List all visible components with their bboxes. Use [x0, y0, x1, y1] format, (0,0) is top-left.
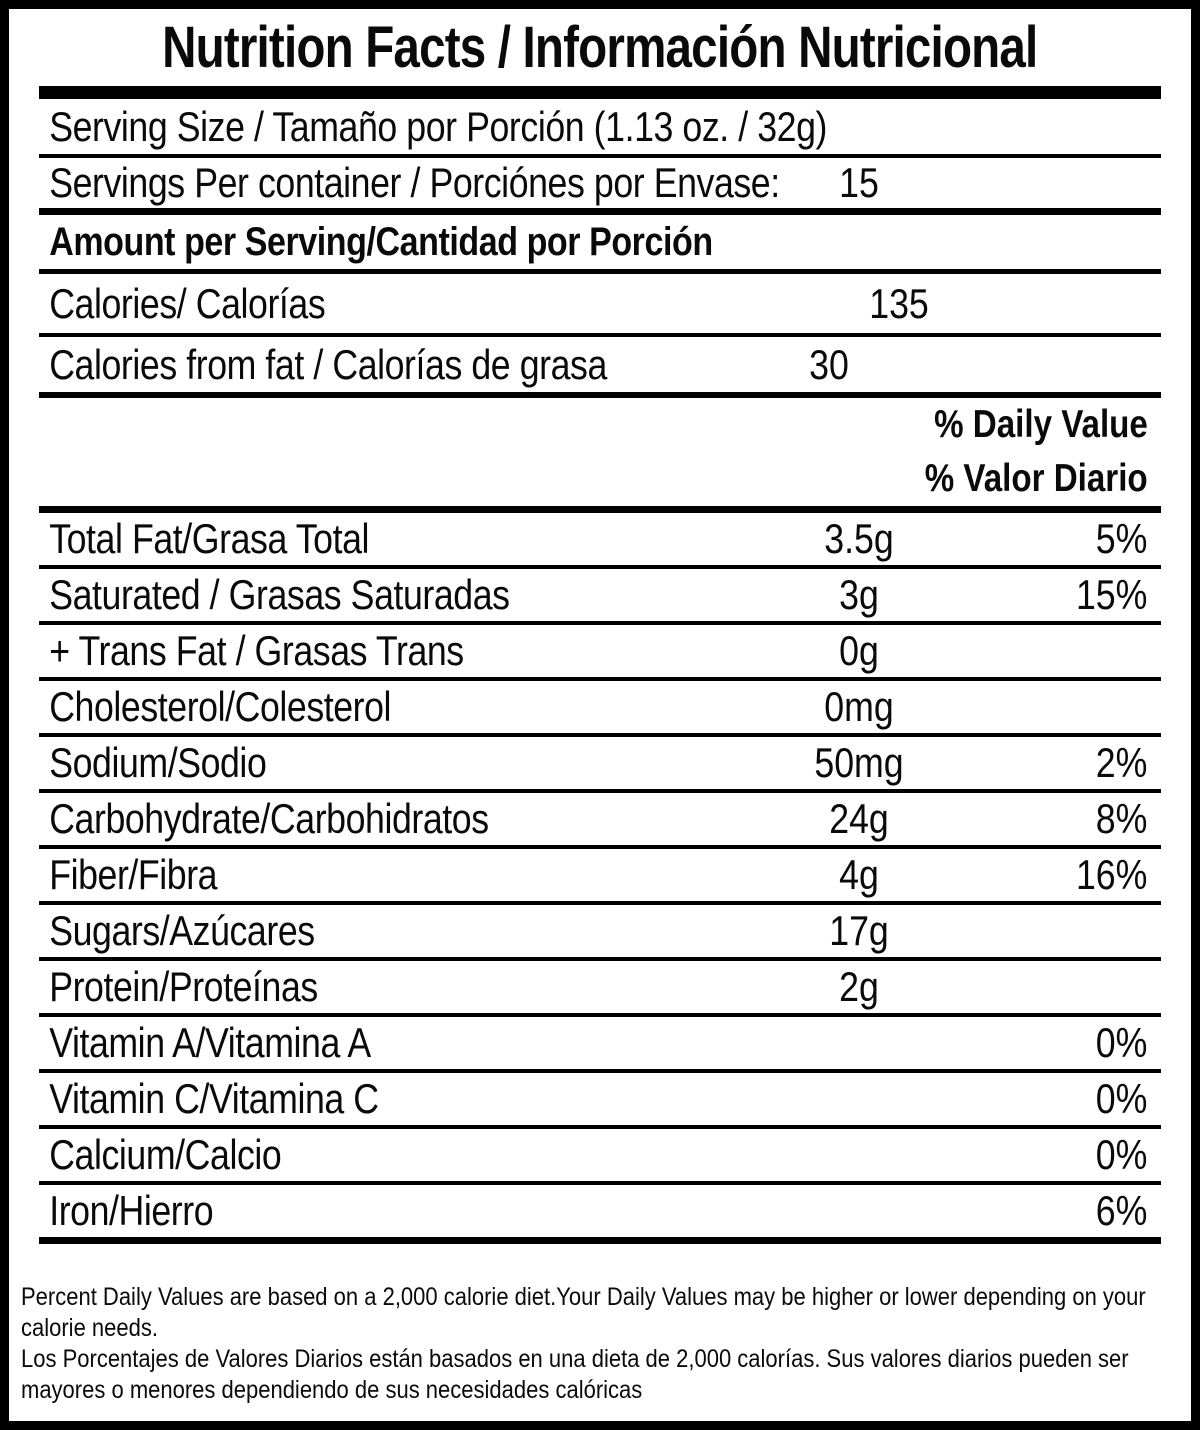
nutrient-amount: 4g: [839, 851, 879, 898]
nutrient-amount: 3g: [839, 571, 879, 618]
nutrient-amount: 2g: [839, 963, 879, 1010]
calories-value: 135: [869, 279, 929, 327]
nutrient-amount: 24g: [829, 795, 889, 842]
nutrient-amount: 0mg: [824, 683, 894, 730]
nutrient-daily-value: 2%: [1095, 739, 1148, 786]
nutrient-label: Calcium/Calcio: [49, 1131, 282, 1178]
calories-from-fat-text: Calories from fat / Calorías de grasa: [49, 340, 607, 388]
nutrient-row: [39, 905, 1161, 957]
nutrient-label: Sugars/Azúcares: [49, 907, 315, 954]
nutrient-label: Iron/Hierro: [49, 1187, 214, 1234]
nutrient-row: [39, 625, 1161, 677]
servings-per-container-text: Servings Per container / Porciónes por Envase:: [49, 159, 780, 206]
calories-from-fat-row: [39, 337, 1161, 392]
serving-size-row: [39, 99, 1161, 154]
daily-value-header-en: % Daily Value: [933, 403, 1148, 446]
daily-value-headers: [39, 398, 1161, 506]
divider-thick: [39, 208, 1161, 215]
nutrient-rows: [39, 513, 1161, 1237]
nutrient-daily-value: 5%: [1095, 515, 1148, 562]
amount-per-serving-row: [39, 215, 1161, 269]
footnote-en-line: calorie needs.: [21, 1314, 158, 1342]
nutrient-daily-value: 0%: [1095, 1019, 1148, 1066]
nutrient-row: [39, 513, 1161, 565]
label-header: [9, 9, 1191, 86]
nutrient-row: [39, 849, 1161, 901]
nutrient-amount: 17g: [829, 907, 889, 954]
nutrient-label: Carbohydrate/Carbohidratos: [49, 795, 489, 842]
nutrient-row: [39, 961, 1161, 1013]
nutrient-label: Cholesterol/Colesterol: [49, 683, 392, 730]
nutrient-row: [39, 793, 1161, 845]
nutrient-row: [39, 1073, 1161, 1125]
nutrient-row: [39, 569, 1161, 621]
calories-from-fat-value: 30: [809, 340, 849, 388]
nutrient-row: [39, 1185, 1161, 1237]
nutrient-daily-value: 6%: [1095, 1187, 1148, 1234]
nutrient-daily-value: 15%: [1075, 571, 1148, 618]
divider-thick: [39, 1237, 1161, 1244]
calories-text: Calories/ Calorías: [49, 279, 326, 327]
nutrient-row: [39, 1129, 1161, 1181]
amount-per-serving-text: Amount per Serving/Cantidad por Porción: [49, 219, 713, 264]
label-title: Nutrition Facts / Información Nutricional: [162, 15, 1038, 80]
nutrient-daily-value: 0%: [1095, 1075, 1148, 1122]
label-body: [39, 86, 1161, 1244]
servings-per-container-value: 15: [839, 159, 879, 206]
nutrient-daily-value: 0%: [1095, 1131, 1148, 1178]
nutrient-label: Fiber/Fibra: [49, 851, 218, 898]
footnote-es-line: Los Porcentajes de Valores Diarios están basados en una dieta de 2,000 calorías. Sus valores diarios pueden ser: [21, 1345, 1129, 1373]
nutrient-label: + Trans Fat / Grasas Trans: [49, 627, 464, 674]
nutrient-label: Vitamin C/Vitamina C: [49, 1075, 379, 1122]
serving-size-text: Serving Size / Tamaño por Porción (1.13 oz. / 32g): [49, 102, 828, 150]
footnote-en-line: Percent Daily Values are based on a 2,000 calorie diet.Your Daily Values may be higher or lower depending on your: [21, 1283, 1146, 1311]
nutrient-label: Protein/Proteínas: [49, 963, 318, 1010]
nutrient-amount: 0g: [839, 627, 879, 674]
nutrient-daily-value: 16%: [1075, 851, 1148, 898]
footnote: [9, 1244, 1191, 1406]
nutrient-amount: 3.5g: [824, 515, 894, 562]
nutrient-daily-value: 8%: [1095, 795, 1148, 842]
servings-per-container-row: [39, 158, 1161, 208]
footnote-es-line: mayores o menores dependiendo de sus necesidades calóricas: [21, 1376, 643, 1404]
nutrient-label: Total Fat/Grasa Total: [49, 515, 370, 562]
nutrient-row: [39, 737, 1161, 789]
nutrient-label: Saturated / Grasas Saturadas: [49, 571, 510, 618]
nutrient-label: Vitamin A/Vitamina A: [49, 1019, 371, 1066]
daily-value-header-es: % Valor Diario: [924, 457, 1148, 500]
divider-thick: [39, 506, 1161, 513]
calories-row: [39, 274, 1161, 333]
nutrient-row: [39, 681, 1161, 733]
nutrient-amount: 50mg: [814, 739, 904, 786]
nutrient-row: [39, 1017, 1161, 1069]
nutrient-label: Sodium/Sodio: [49, 739, 267, 786]
title-separator-bar: [39, 86, 1161, 99]
